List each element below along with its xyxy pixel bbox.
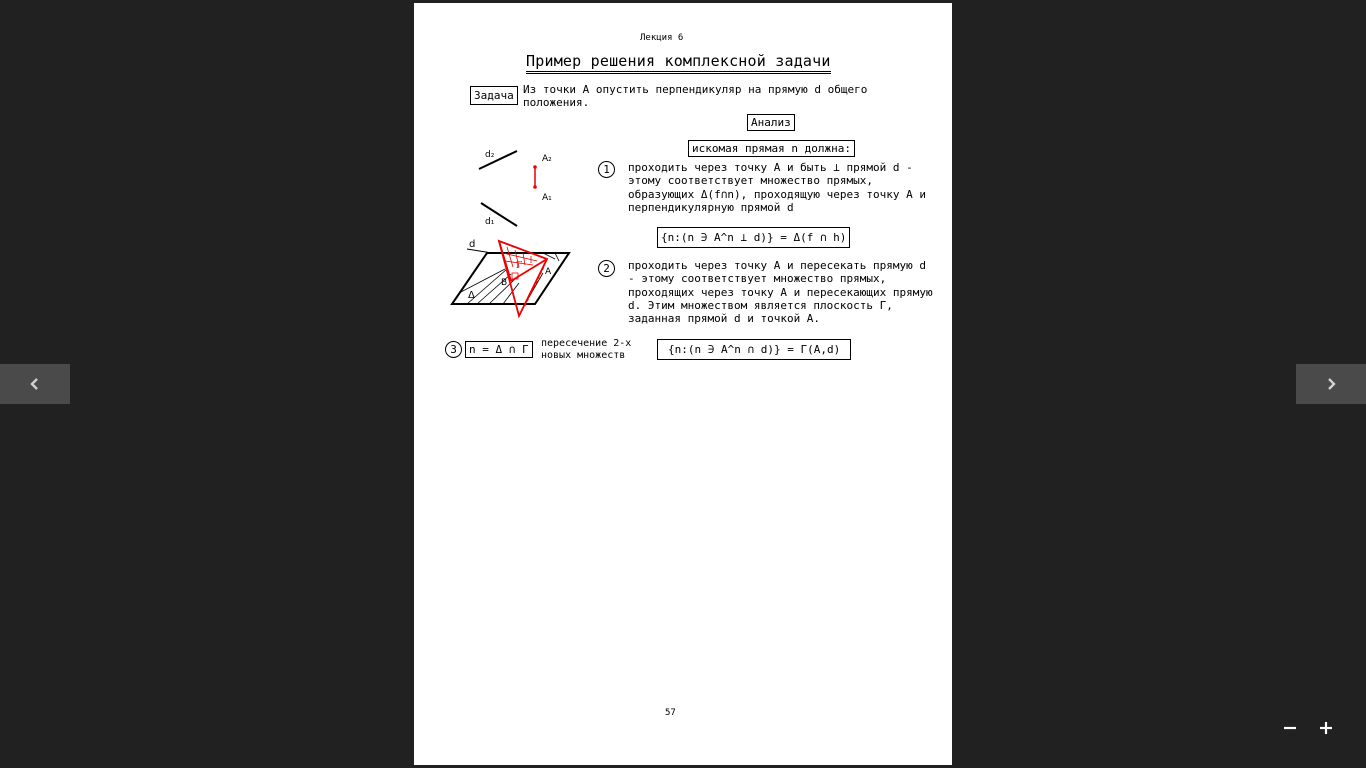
chevron-left-icon: [29, 378, 41, 390]
label-a1: A₁: [542, 193, 552, 203]
point-1-number: 1: [598, 161, 615, 178]
point-1-text: проходить через точку А и быть ⊥ прямой d - этому соответствует множество прямых, образующих Δ(f∩n), проходящую через точку А и перпендикулярную прямой d: [628, 161, 927, 214]
point-a2: [533, 165, 537, 169]
point-2-text: проходить через точку А и пересекать прямую d - этому соответствует множество прямых, проходящих через точку А и пересекающих прямую d. Этим множеством является плоскость Γ, заданная прямой d и точкой А.: [628, 259, 933, 326]
label-d2: d₂: [485, 150, 495, 160]
step3-formula: n = Δ ∩ Γ: [465, 341, 533, 358]
point-2-number: 2: [598, 260, 615, 277]
formula-1: {n:(n ∋ A^n ⊥ d)} = Δ(f ∩ h): [657, 227, 850, 248]
prev-page-button[interactable]: [0, 364, 70, 404]
page-header: Лекция 6: [640, 33, 684, 43]
point-a1: [533, 185, 537, 189]
analysis-label: Анализ: [747, 114, 795, 131]
task-label: Задача: [470, 86, 518, 105]
zoom-in-button[interactable]: [1314, 717, 1338, 739]
next-page-button[interactable]: [1296, 364, 1366, 404]
minus-icon: [1278, 717, 1302, 739]
label-d: d: [469, 239, 476, 250]
formula-2: {n:(n ∋ A^n ∩ d)} = Γ(A,d): [657, 339, 851, 360]
task-text: Из точки А опустить перпендикуляр на прямую d общего положения.: [523, 83, 868, 109]
page-title: Пример решения комплексной задачи: [526, 52, 831, 74]
plus-icon: [1314, 717, 1338, 739]
label-a: A: [545, 267, 552, 277]
label-d1: d₁: [485, 217, 495, 227]
point-3-number: 3: [445, 341, 462, 358]
must-label: искомая прямая n должна:: [688, 140, 855, 157]
document-page: [414, 3, 952, 765]
label-b: B: [501, 278, 508, 288]
step3-text: пересечение 2-х новых множеств: [541, 338, 632, 361]
page-number: 57: [665, 708, 676, 718]
geometry-figure: [447, 141, 577, 321]
label-a2: A₂: [542, 154, 552, 164]
label-delta: Δ: [468, 290, 475, 301]
chevron-right-icon: [1325, 378, 1337, 390]
zoom-out-button[interactable]: [1278, 717, 1302, 739]
label-gamma: Γ: [516, 261, 523, 271]
